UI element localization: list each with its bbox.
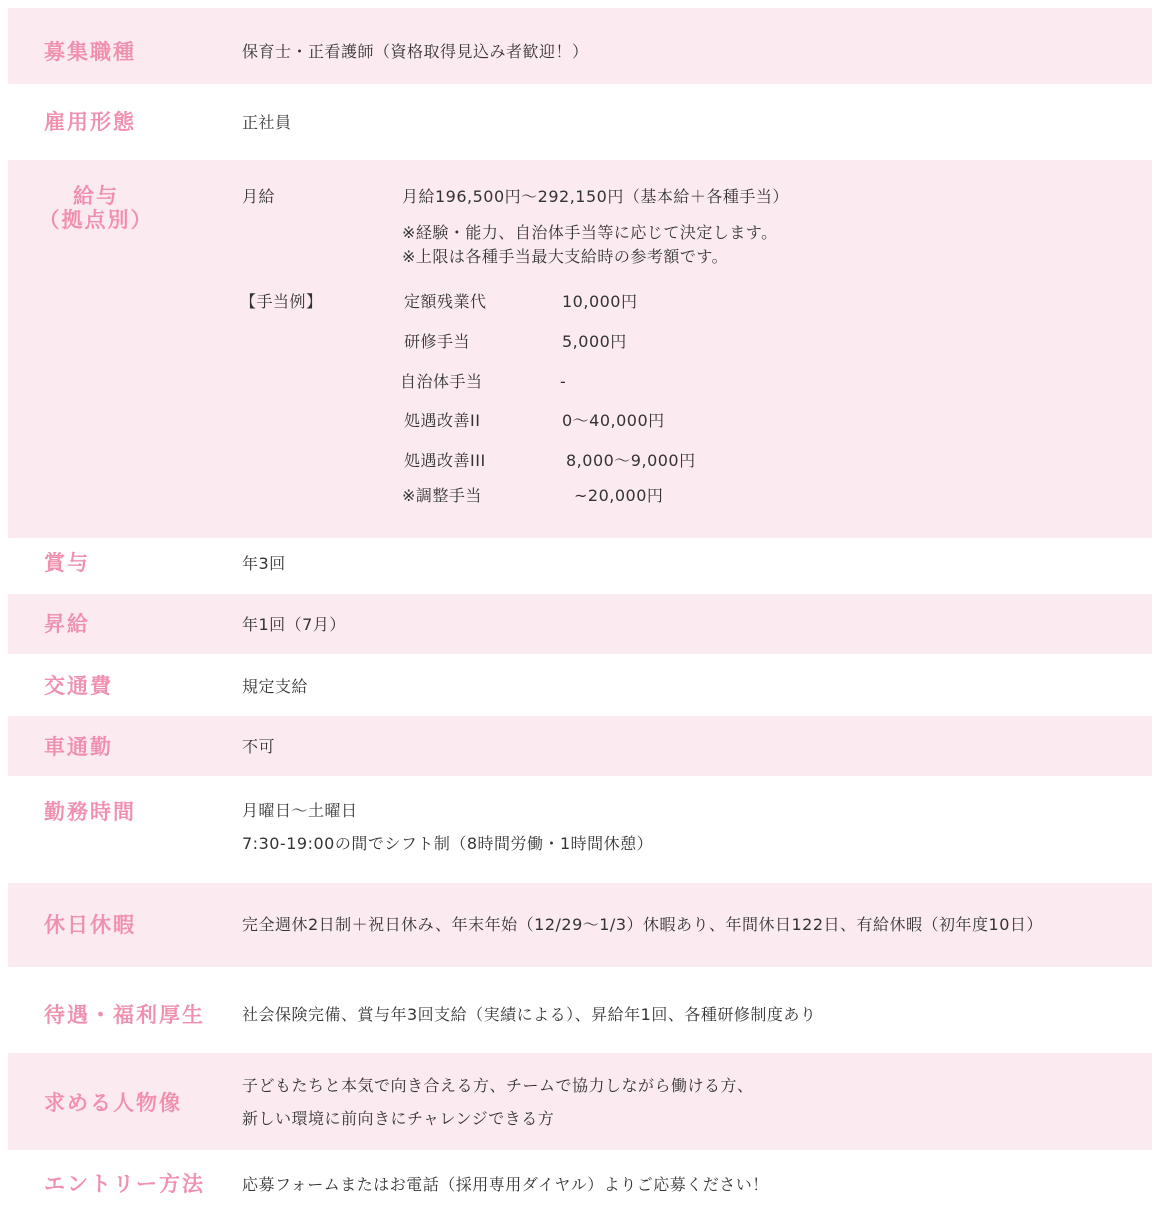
value-benefits: 社会保険完備、賞与年3回支給（実績による）、昇給年1回、各種研修制度あり: [242, 1005, 817, 1024]
allowance-name: 自治体手当: [400, 372, 483, 391]
label-salary-line1: 給与: [73, 184, 119, 208]
value-raise: 年1回（7月）: [242, 615, 346, 634]
salary-note-1: ※経験・能力、自治体手当等に応じて決定します。: [402, 223, 778, 242]
value-ideal-line2: 新しい環境に前向きにチャレンジできる方: [242, 1109, 555, 1128]
row-bonus: [8, 538, 1152, 594]
row-raise: [8, 594, 1152, 654]
value-hours-line2: 7:30-19:00の間でシフト制（8時間労働・1時間休憩）: [242, 834, 654, 853]
value-car-commute: 不可: [242, 737, 276, 756]
label-benefits: 待遇・福利厚生: [44, 1003, 205, 1027]
allowance-name: 処遇改善III: [404, 451, 486, 470]
salary-note-2: ※上限は各種手当最大支給時の参考額です。: [402, 247, 729, 266]
value-bonus: 年3回: [242, 554, 286, 573]
row-employment: [8, 84, 1152, 160]
row-transport: [8, 654, 1152, 716]
label-holidays: 休日休暇: [44, 913, 136, 937]
allowance-amount: -: [560, 372, 567, 391]
value-transport: 規定支給: [242, 677, 309, 696]
row-entry: [8, 1150, 1152, 1220]
label-entry: エントリー方法: [44, 1172, 205, 1196]
row-car-commute: [8, 716, 1152, 776]
label-salary-line2: （拠点別）: [38, 208, 154, 232]
value-ideal-line1: 子どもたちと本気で向き合える方、チームで協力しながら働ける方、: [242, 1076, 754, 1095]
label-car-commute: 車通勤: [44, 735, 113, 759]
row-holidays: [8, 883, 1152, 967]
label-job-type: 募集職種: [44, 40, 136, 64]
allowance-header: 【手当例】: [240, 292, 323, 311]
allowance-name: ※調整手当: [402, 486, 482, 505]
label-hours: 勤務時間: [44, 800, 136, 824]
label-bonus: 賞与: [44, 551, 90, 575]
row-benefits: [8, 967, 1152, 1053]
salary-monthly-value: 月給196,500円～292,150円（基本給＋各種手当）: [402, 187, 789, 206]
allowance-name: 定額残業代: [404, 292, 487, 311]
allowance-name: 処遇改善II: [404, 411, 481, 430]
value-employment: 正社員: [242, 113, 292, 132]
label-raise: 昇給: [44, 612, 90, 636]
row-ideal: [8, 1053, 1152, 1150]
label-employment: 雇用形態: [44, 110, 136, 134]
value-hours-line1: 月曜日～土曜日: [242, 801, 358, 820]
row-salary: [8, 160, 1152, 538]
label-transport: 交通費: [44, 674, 113, 698]
label-ideal: 求める人物像: [44, 1091, 182, 1115]
row-hours: [8, 776, 1152, 883]
row-job-type: [8, 8, 1152, 84]
allowance-amount: 0～40,000円: [562, 411, 665, 430]
value-holidays: 完全週休2日制＋祝日休み、年末年始（12/29～1/3）休暇あり、年間休日122日、有給休暇（初年度10日）: [242, 915, 1043, 934]
allowance-amount: 8,000～9,000円: [566, 451, 696, 470]
allowance-name: 研修手当: [404, 332, 471, 351]
salary-monthly-label: 月給: [242, 187, 276, 206]
allowance-amount: 10,000円: [562, 292, 638, 311]
value-entry: 応募フォームまたはお電話（採用専用ダイヤル）よりご応募ください！: [242, 1175, 769, 1194]
value-job-type: 保育士・正看護師（資格取得見込み者歓迎！）: [242, 42, 589, 61]
allowance-amount: ~20,000円: [574, 486, 664, 505]
allowance-amount: 5,000円: [562, 332, 627, 351]
